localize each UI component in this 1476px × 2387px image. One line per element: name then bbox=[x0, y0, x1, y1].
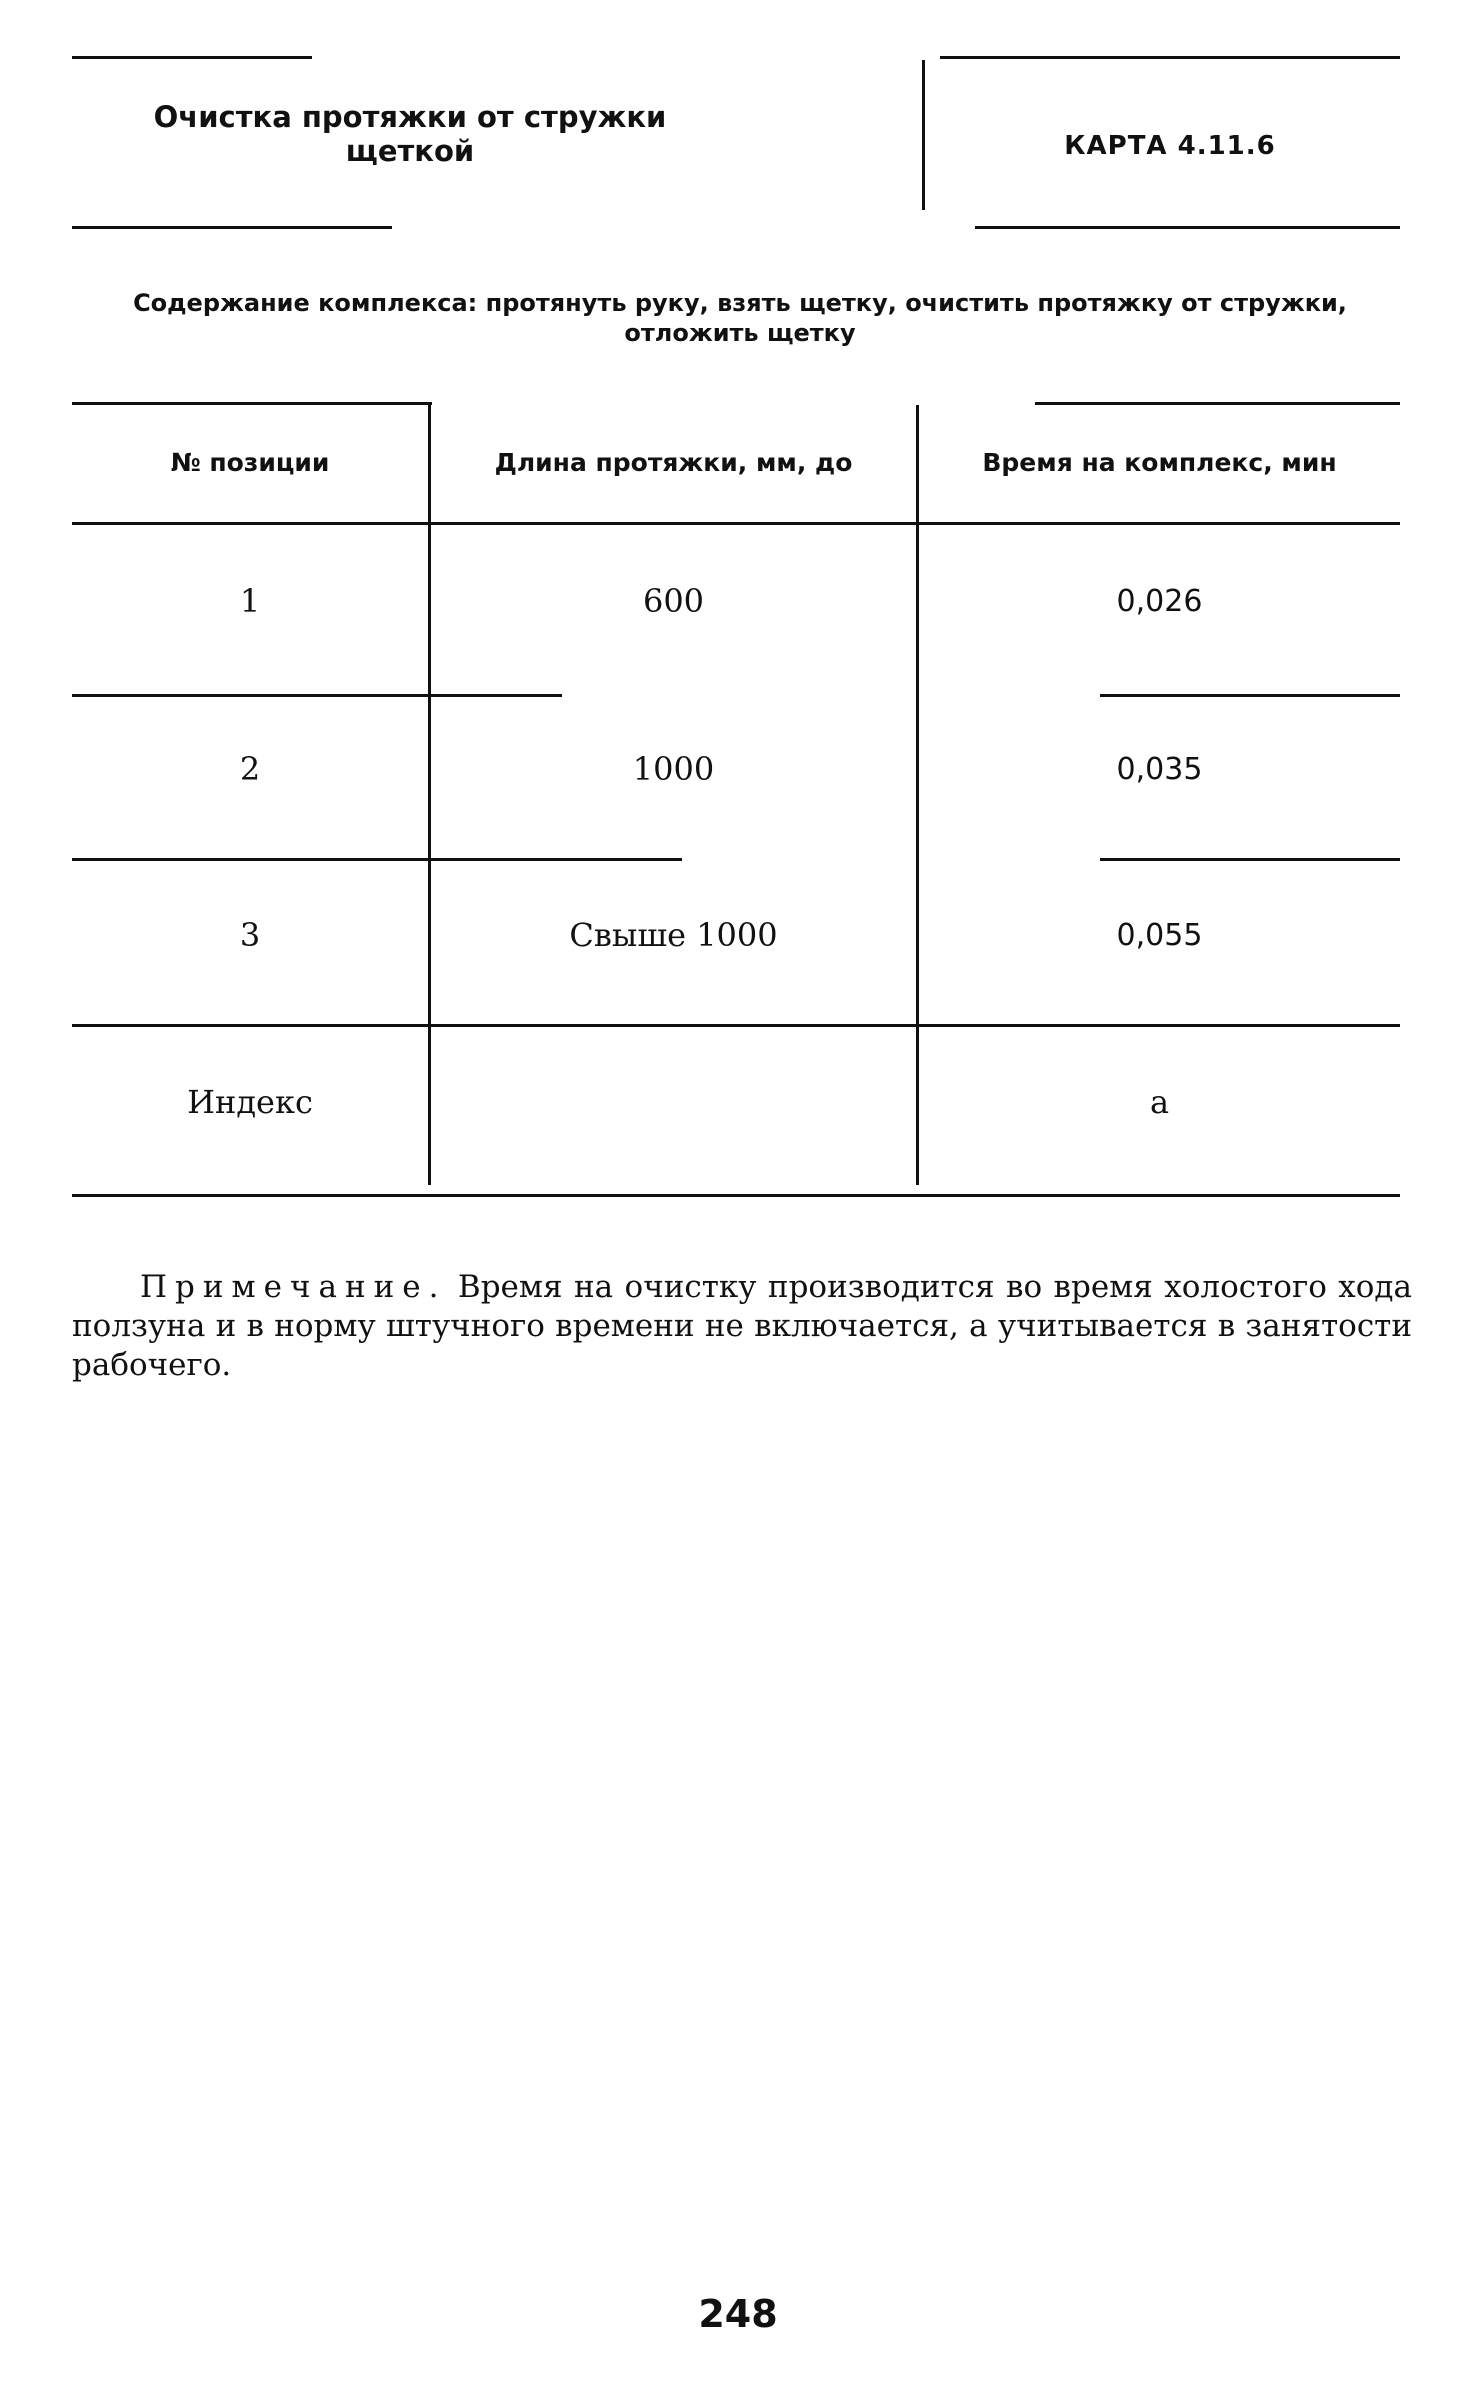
cell-position: 1 bbox=[239, 582, 261, 620]
column-header-position: № позиции bbox=[170, 448, 330, 477]
cell-time: 0,035 bbox=[1116, 752, 1203, 787]
column-header-time: Время на комплекс, мин bbox=[982, 448, 1337, 477]
cell-position: 3 bbox=[239, 916, 261, 954]
column-header-length: Длина протяжки, мм, до bbox=[494, 448, 853, 477]
table-header-rule bbox=[72, 522, 1400, 525]
cell-index-label: Индекс bbox=[187, 1083, 313, 1121]
note-paragraph bbox=[72, 1268, 1412, 1385]
header-divider bbox=[922, 60, 925, 210]
cell-index-time: а bbox=[1149, 1083, 1170, 1121]
table-row-rule bbox=[72, 1024, 1400, 1027]
cell-time: 0,026 bbox=[1116, 584, 1203, 619]
cell-length: 1000 bbox=[632, 750, 715, 788]
cell-position: 2 bbox=[239, 750, 261, 788]
header-rule-top-right bbox=[940, 56, 1400, 59]
card-title: Очистка протяжки от стружки щеткой bbox=[153, 100, 667, 168]
note-text: Время на очистку производится во время холостого хода ползуна и в норму штучного времени не включается, а учитывается в занятости рабочего. bbox=[72, 1269, 1412, 1383]
header-rule-bottom-left bbox=[72, 226, 392, 229]
table-rule-top-right bbox=[1035, 402, 1400, 405]
table-row-rule bbox=[72, 694, 562, 697]
table-row-rule bbox=[1100, 858, 1400, 861]
header-rule-bottom-right bbox=[975, 226, 1400, 229]
table-row-rule bbox=[1100, 694, 1400, 697]
complex-contents: Содержание комплекса: протянуть руку, взять щетку, очистить протяжку от стружки, отложить щетку bbox=[133, 289, 1347, 347]
cell-length: Свыше 1000 bbox=[569, 916, 778, 954]
card-number: КАРТА 4.11.6 bbox=[1064, 131, 1276, 161]
page-number: 248 bbox=[698, 2292, 778, 2336]
cell-length: 600 bbox=[642, 582, 705, 620]
cell-time: 0,055 bbox=[1116, 918, 1203, 953]
header-rule-top-left bbox=[72, 56, 312, 59]
table-rule-bottom bbox=[72, 1194, 1400, 1197]
table-rule-top-left bbox=[72, 402, 432, 405]
note-lead: Примечание. bbox=[140, 1269, 447, 1305]
table-row-rule bbox=[72, 858, 682, 861]
